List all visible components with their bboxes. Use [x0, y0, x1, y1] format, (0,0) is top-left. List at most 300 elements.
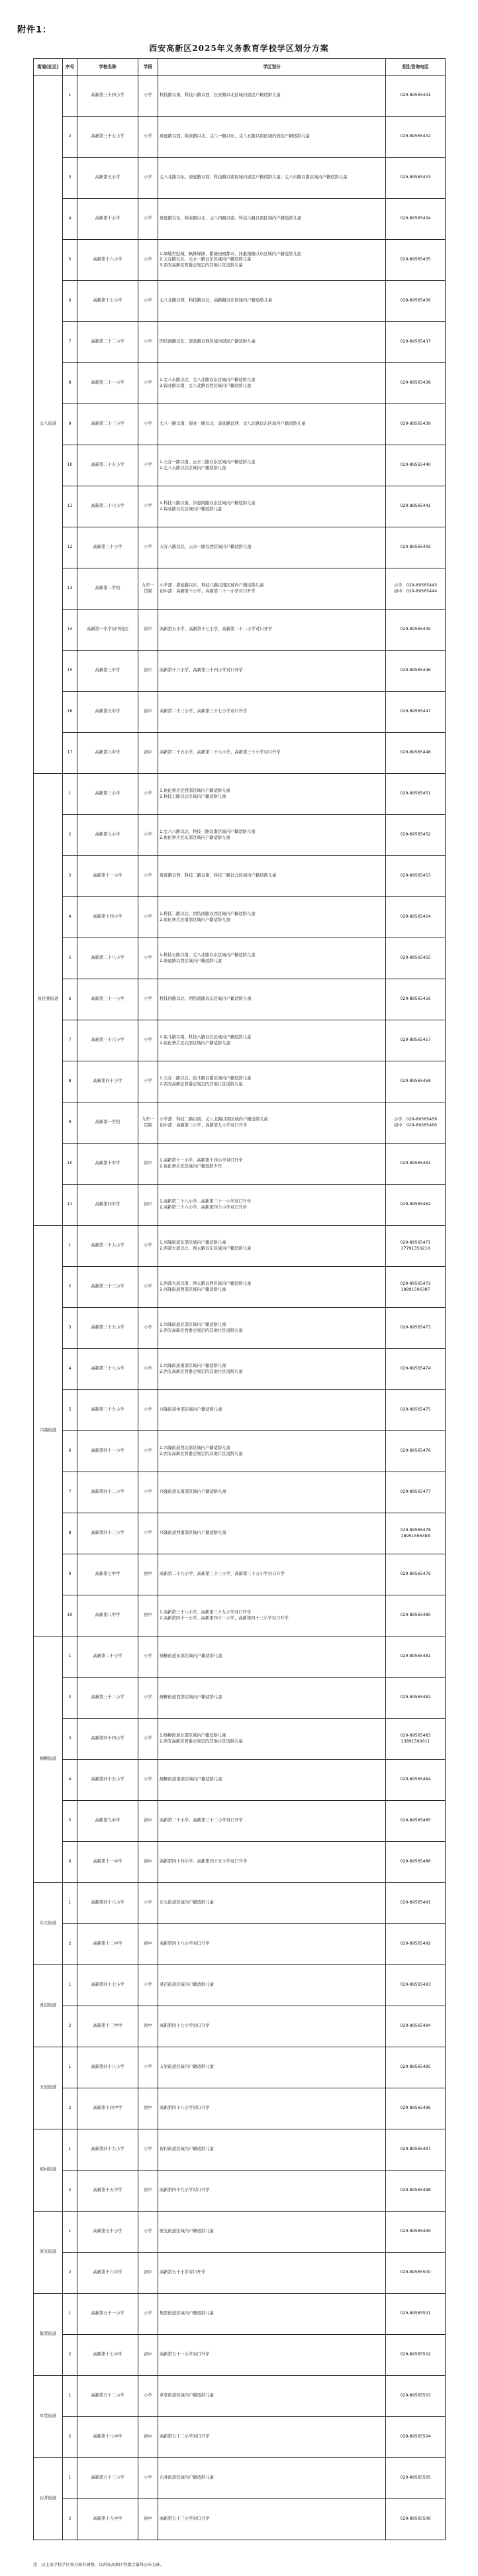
table-row	[34, 2376, 446, 2417]
number-cell: 12	[63, 527, 77, 568]
table-row	[34, 486, 446, 527]
school-name-cell: 高新第九小学	[77, 815, 138, 856]
table-header-row	[34, 59, 446, 76]
school-name-cell: 高新第四十七小学	[77, 1965, 138, 2006]
number-cell: 9	[63, 1554, 77, 1595]
number-cell: 7	[63, 1020, 77, 1061]
area-cell: 高新第五十二小学对口升学	[158, 2417, 386, 2458]
stage-cell: 小学	[138, 1719, 158, 1760]
phone-cell: 029-89565482	[386, 1678, 446, 1719]
number-cell: 9	[63, 1102, 77, 1144]
stage-cell: 小学	[138, 1308, 158, 1349]
phone-cell: 029-89565497	[386, 2129, 446, 2171]
school-name-cell: 高新第十四中学	[77, 2088, 138, 2129]
area-cell: 1.高新第二十八小学、高新第三十一小学对口升学 2.高新第三十六小学、高新第四十小学对口升学	[158, 1185, 386, 1226]
table-row	[34, 158, 446, 199]
phone-cell: 029-89565431	[386, 76, 446, 117]
area-cell: 1.科技八路以南、沣惠南路以东区域内户籍适龄儿童 2.锦业路以北区域内户籍适龄儿童	[158, 486, 386, 527]
street-cell: 草堂街道	[34, 2376, 63, 2458]
table-row	[34, 1390, 446, 1431]
area-cell: 高新第二十三小学、高新第三十七小学对口升学	[158, 692, 386, 733]
number-cell: 8	[63, 1061, 77, 1102]
table-row	[34, 2499, 446, 2540]
stage-cell: 小学	[138, 2458, 158, 2499]
stage-cell: 小学	[138, 240, 158, 281]
table-row	[34, 322, 446, 363]
phone-cell: 029-89565500	[386, 2253, 446, 2294]
school-name-cell: 高新第十四小学	[77, 897, 138, 938]
table-row	[34, 1431, 446, 1472]
school-name-cell: 高新第二十二小学	[77, 322, 138, 363]
area-cell: 高新第五十小学对口升学	[158, 2253, 386, 2294]
header-number: 序号	[63, 59, 77, 76]
street-cell: 东大街道	[34, 1883, 63, 1965]
header-phone: 招生咨询电话	[386, 59, 446, 76]
area-cell: 天谷八路以北、云水一路以西区域内户籍适龄儿童	[158, 527, 386, 568]
school-name-cell: 高新第三十七小学	[77, 117, 138, 158]
school-name-cell: 高新第四十小学	[77, 1061, 138, 1102]
area-cell: 祝村街道区域内户籍适龄儿童	[158, 2129, 386, 2171]
stage-cell: 小学	[138, 897, 158, 938]
street-cell: 庞光街道	[34, 2212, 63, 2294]
street-cell: 细柳街道	[34, 1637, 63, 1883]
table-row	[34, 2006, 446, 2047]
area-cell: 细柳街道东部区域内户籍适龄儿童	[158, 1637, 386, 1678]
table-row	[34, 117, 446, 158]
stage-cell: 小学	[138, 1965, 158, 2006]
phone-cell: 029-89565453	[386, 856, 446, 897]
area-cell: 高新第四十九小学对口升学	[158, 2171, 386, 2212]
table-row	[34, 1842, 446, 1883]
number-cell: 1	[63, 76, 77, 117]
school-name-cell: 高新第十一中学	[77, 1842, 138, 1883]
phone-cell: 029-89565437	[386, 322, 446, 363]
phone-cell: 029-89565505	[386, 2458, 446, 2499]
area-cell: 庞光街道区域内户籍适龄儿童	[158, 2212, 386, 2253]
area-cell: 唐延路以西、锦业路以北、丈八一路以东、丈八五路以南区域内居民户籍适龄儿童	[158, 117, 386, 158]
number-cell: 4	[63, 1349, 77, 1390]
table-row	[34, 2171, 446, 2212]
school-name-cell: 高新第二十小学	[77, 1637, 138, 1678]
school-name-cell: 高新第四十一小学	[77, 1431, 138, 1472]
phone-cell: 029-89565448	[386, 733, 446, 774]
school-name-cell: 高新第二十三小学	[77, 404, 138, 445]
attachment-label: 附件1：	[17, 25, 52, 35]
table-row	[34, 1719, 446, 1760]
stage-cell: 小学	[138, 938, 158, 979]
stage-cell: 小学	[138, 76, 158, 117]
stage-cell: 初中	[138, 2499, 158, 2540]
phone-cell: 029-89565457	[386, 1020, 446, 1061]
area-cell: 兴隆街道东南部区域内户籍适龄儿童	[158, 1472, 386, 1513]
school-name-cell: 高新第一学校	[77, 1102, 138, 1144]
stage-cell: 初中	[138, 1801, 158, 1842]
stage-cell: 小学	[138, 1513, 158, 1554]
stage-cell: 初中	[138, 1842, 158, 1883]
stage-cell: 初中	[138, 651, 158, 692]
area-cell: 高新第五十一小学对口升学	[158, 2335, 386, 2376]
number-cell: 1	[63, 2294, 77, 2335]
phone-cell: 029-89565455	[386, 938, 446, 979]
school-name-cell: 高新第四中学	[77, 1185, 138, 1226]
phone-cell: 029-89565432	[386, 117, 446, 158]
table-row	[34, 1061, 446, 1102]
school-name-cell: 高新第五十三小学	[77, 2458, 138, 2499]
stage-cell: 初中	[138, 1185, 158, 1226]
school-name-cell: 高新第三小学	[77, 774, 138, 815]
table-row	[34, 1637, 446, 1678]
number-cell: 3	[63, 856, 77, 897]
area-cell: 高新第四十四小学、高新第四十五小学对口升学	[158, 1842, 386, 1883]
table-row	[34, 979, 446, 1020]
table-row	[34, 281, 446, 322]
area-cell: 1.细柳街道北部区域内户籍适龄儿童 2.西安高新区管委会划定的其他片区适龄儿童	[158, 1719, 386, 1760]
table-row	[34, 733, 446, 774]
number-cell: 1	[63, 2376, 77, 2417]
stage-cell: 小学	[138, 1431, 158, 1472]
phone-cell: 029-89565454	[386, 897, 446, 938]
stage-cell: 小学	[138, 2212, 158, 2253]
school-name-cell: 高新第二十一小学	[77, 363, 138, 404]
stage-cell: 初中	[138, 2006, 158, 2047]
school-name-cell: 高新第三十一小学	[77, 979, 138, 1020]
area-cell: 1.西部大道以南、西太路以西区域内户籍适龄儿童 2.兴隆街道西部区域内户籍适龄儿童	[158, 1267, 386, 1308]
school-name-cell: 高新第六中学	[77, 733, 138, 774]
phone-cell: 029-89565494	[386, 2006, 446, 2047]
table-row	[34, 1185, 446, 1226]
number-cell: 5	[63, 1801, 77, 1842]
phone-cell: 029-89565499	[386, 2212, 446, 2253]
table-row	[34, 2417, 446, 2458]
number-cell: 5	[63, 938, 77, 979]
number-cell: 2	[63, 2006, 77, 2047]
school-name-cell: 高新第三十二小学	[77, 1678, 138, 1719]
area-cell: 高新第五小学、高新第十七小学、高新第二十二小学对口升学	[158, 610, 386, 651]
stage-cell: 初中	[138, 2335, 158, 2376]
number-cell: 3	[63, 1308, 77, 1349]
phone-cell: 029-89565478 18991596388	[386, 1513, 446, 1554]
phone-cell: 029-89565452	[386, 815, 446, 856]
number-cell: 8	[63, 363, 77, 404]
school-name-cell: 高新第四十五小学	[77, 1760, 138, 1801]
school-name-cell: 高新第九中学	[77, 1801, 138, 1842]
number-cell: 3	[63, 1719, 77, 1760]
phone-cell: 029-89565434	[386, 199, 446, 240]
header-stage: 学段	[138, 59, 158, 76]
stage-cell: 小学	[138, 856, 158, 897]
area-cell: 1.丈八东路以北、丈八北路以东区域内户籍适龄儿童 2.锦业路以南、丈八北路以西区域内户籍适龄儿童	[158, 363, 386, 404]
number-cell: 1	[63, 2047, 77, 2088]
area-cell: 团结南路以东、唐延路以西区域内居民户籍适龄儿童	[158, 322, 386, 363]
area-cell: 1.鱼斗路以南、科技八路以北区域内户籍适龄儿童 2.鱼化寨片区北部区域内户籍适龄儿童	[158, 1020, 386, 1061]
phone-cell: 029-89565476	[386, 1431, 446, 1472]
phone-cell: 029-89565491	[386, 1883, 446, 1924]
number-cell: 2	[63, 2417, 77, 2458]
school-name-cell: 高新第四十三小学	[77, 1513, 138, 1554]
area-cell: 1.天谷二路以北、鱼斗路以南区域内户籍适龄儿童 2.西安高新区管委会划定的其他片区适龄儿童	[158, 1061, 386, 1102]
table-row	[34, 2335, 446, 2376]
phone-cell: 029-89565451	[386, 774, 446, 815]
stage-cell: 小学	[138, 1061, 158, 1102]
stage-cell: 小学	[138, 815, 158, 856]
table-row	[34, 2458, 446, 2499]
phone-cell: 029-89565504	[386, 2417, 446, 2458]
school-district-table	[33, 58, 446, 2540]
table-row	[34, 2253, 446, 2294]
number-cell: 5	[63, 1390, 77, 1431]
area-cell: 高新第二十小学、高新第三十二小学对口升学	[158, 1801, 386, 1842]
stage-cell: 小学	[138, 774, 158, 815]
street-cell: 五星街道	[34, 2047, 63, 2129]
area-cell: 1.兴隆街道南部区域内户籍适龄儿童 2.西安高新区管委会划定的其他片区适龄儿童	[158, 1349, 386, 1390]
table-row	[34, 2212, 446, 2253]
table-row	[34, 1349, 446, 1390]
school-name-cell: 高新第十八中学	[77, 2417, 138, 2458]
area-cell: 1.兴隆街道东部区域内户籍适龄儿童 2.西部大道以北、西太路以东区域内户籍适龄儿童	[158, 1226, 386, 1267]
school-name-cell: 高新第十六中学	[77, 2253, 138, 2294]
school-name-cell: 高新第二十八小学	[77, 938, 138, 979]
school-name-cell: 高新第十五中学	[77, 2171, 138, 2212]
stage-cell: 九年一贯制	[138, 568, 158, 610]
school-name-cell: 高新第三十小学	[77, 527, 138, 568]
area-cell: 五星街道区域内户籍适龄儿童	[158, 2047, 386, 2088]
school-name-cell: 高新第十三中学	[77, 2006, 138, 2047]
area-cell: 兴隆街道中部区域内户籍适龄儿童	[158, 1390, 386, 1431]
phone-cell: 029-89565498	[386, 2171, 446, 2212]
number-cell: 2	[63, 1678, 77, 1719]
header-school: 学校名称	[77, 59, 138, 76]
phone-cell: 029-89565446	[386, 651, 446, 692]
stage-cell: 小学	[138, 404, 158, 445]
number-cell: 1	[63, 2212, 77, 2253]
street-cell: 灵沼街道	[34, 1965, 63, 2047]
area-cell: 细柳街道南部区域内户籍适龄儿童	[158, 1760, 386, 1801]
number-cell: 2	[63, 815, 77, 856]
number-cell: 9	[63, 404, 77, 445]
table-row	[34, 1801, 446, 1842]
stage-cell: 小学	[138, 2376, 158, 2417]
table-row	[34, 2088, 446, 2129]
school-name-cell: 高新第四十二小学	[77, 1472, 138, 1513]
table-row	[34, 568, 446, 610]
number-cell: 10	[63, 1144, 77, 1185]
number-cell: 10	[63, 445, 77, 486]
table-row	[34, 774, 446, 815]
school-name-cell: 高新第二学校	[77, 568, 138, 610]
phone-cell: 029-89565477	[386, 1472, 446, 1513]
table-row	[34, 2047, 446, 2088]
area-cell: 1.绿地世纪城、枫林绿洲、紫薇田园都市、沣惠南路以东区域内户籍适龄儿童 2.天谷路以北、云水一路以东区域内户籍适龄儿童 3.西安高新区管委会划定的其他片区适龄儿童	[158, 240, 386, 281]
street-cell: 鱼化寨街道	[34, 774, 63, 1226]
stage-cell: 初中	[138, 1554, 158, 1595]
phone-cell: 029-89565445	[386, 610, 446, 651]
phone-cell: 029-89565501	[386, 2294, 446, 2335]
table-row	[34, 692, 446, 733]
area-cell: 1.丈八六路以北、科技三路以南区域内户籍适龄儿童 2.鱼化寨片区东部区域内户籍适龄儿童	[158, 815, 386, 856]
school-name-cell: 高新第三十五小学	[77, 1308, 138, 1349]
phone-cell: 029-89565502	[386, 2335, 446, 2376]
area-cell: 高新第十六小学、高新第三十四小学对口升学	[158, 651, 386, 692]
area-cell: 集贤街道区域内户籍适龄儿童	[158, 2294, 386, 2335]
document-title: 西安高新区2025年义务教育学校学区划分方案	[149, 44, 329, 53]
street-cell: 兴隆街道	[34, 1226, 63, 1637]
stage-cell: 小学	[138, 281, 158, 322]
phone-cell: 小学：029-89565443 初中：029-89565444	[386, 568, 446, 610]
area-cell: 高新第二十五小学、高新第二十六小学、高新第三十小学对口升学	[158, 733, 386, 774]
street-cell: 丈八街道	[34, 76, 63, 774]
number-cell: 8	[63, 1513, 77, 1554]
stage-cell: 小学	[138, 445, 158, 486]
number-cell: 1	[63, 1883, 77, 1924]
phone-cell: 029-89565439	[386, 404, 446, 445]
school-name-cell: 高新第三十九小学	[77, 1390, 138, 1431]
table-row	[34, 1020, 446, 1061]
school-name-cell: 高新第十七中学	[77, 2335, 138, 2376]
phone-cell: 029-89565485	[386, 1801, 446, 1842]
number-cell: 2	[63, 2499, 77, 2540]
table-row	[34, 1102, 446, 1144]
stage-cell: 初中	[138, 1144, 158, 1185]
number-cell: 14	[63, 610, 77, 651]
stage-cell: 初中	[138, 692, 158, 733]
table-row	[34, 363, 446, 404]
phone-cell: 029-89565438	[386, 363, 446, 404]
area-cell: 1.鱼化寨片区西部区域内户籍适龄儿童 2.科技七路以北区域内户籍适龄儿童	[158, 774, 386, 815]
phone-cell: 029-89565483 13891590011	[386, 1719, 446, 1760]
stage-cell: 小学	[138, 1020, 158, 1061]
stage-cell: 小学	[138, 1760, 158, 1801]
number-cell: 10	[63, 1595, 77, 1637]
area-cell: 1.兴隆街道西北部区域内户籍适龄儿童 2.西安高新区管委会划定的其他片区适龄儿童	[158, 1431, 386, 1472]
number-cell: 6	[63, 979, 77, 1020]
school-name-cell: 高新第三十八小学	[77, 1349, 138, 1390]
phone-cell: 029-89565472 18991596387	[386, 1267, 446, 1308]
school-name-cell: 高新第十七小学	[77, 281, 138, 322]
stage-cell: 小学	[138, 1349, 158, 1390]
table-row	[34, 445, 446, 486]
phone-cell: 029-89565440	[386, 445, 446, 486]
table-row	[34, 651, 446, 692]
table-row	[34, 240, 446, 281]
phone-cell: 029-89565503	[386, 2376, 446, 2417]
area-cell: 高新第四十七小学对口升学	[158, 2006, 386, 2047]
area-cell: 高新第五十三小学对口升学	[158, 2499, 386, 2540]
phone-cell: 029-89565441	[386, 486, 446, 527]
school-name-cell: 高新第一中学初中校区	[77, 610, 138, 651]
table-row	[34, 1554, 446, 1595]
stage-cell: 初中	[138, 2417, 158, 2458]
stage-cell: 小学	[138, 1678, 158, 1719]
table-row	[34, 897, 446, 938]
table-row	[34, 199, 446, 240]
table-row	[34, 1513, 446, 1554]
number-cell: 7	[63, 1472, 77, 1513]
stage-cell: 初中	[138, 2253, 158, 2294]
number-cell: 1	[63, 774, 77, 815]
table-row	[34, 2129, 446, 2171]
school-name-cell: 高新第三十四小学	[77, 76, 138, 117]
number-cell: 11	[63, 486, 77, 527]
number-cell: 11	[63, 1185, 77, 1226]
phone-cell: 029-89565479	[386, 1554, 446, 1595]
number-cell: 17	[63, 733, 77, 774]
phone-cell: 029-89565506	[386, 2499, 446, 2540]
number-cell: 2	[63, 2171, 77, 2212]
school-name-cell: 高新第二十六小学	[77, 486, 138, 527]
school-name-cell: 高新第四十九小学	[77, 2129, 138, 2171]
phone-cell: 029-89565484	[386, 1760, 446, 1801]
number-cell: 3	[63, 158, 77, 199]
school-name-cell: 高新第三十三小学	[77, 1267, 138, 1308]
phone-cell: 029-89565471 17791350210	[386, 1226, 446, 1267]
table-row	[34, 1472, 446, 1513]
table-row	[34, 1760, 446, 1801]
phone-cell: 029-89565493	[386, 1965, 446, 2006]
phone-cell: 029-89565462	[386, 1185, 446, 1226]
school-name-cell: 高新第五中学	[77, 692, 138, 733]
phone-cell: 029-89565486	[386, 1842, 446, 1883]
phone-cell: 029-89565475	[386, 1390, 446, 1431]
table-row	[34, 1924, 446, 1965]
number-cell: 2	[63, 117, 77, 158]
table-row	[34, 1308, 446, 1349]
number-cell: 1	[63, 2458, 77, 2499]
number-cell: 4	[63, 897, 77, 938]
school-name-cell: 高新第三中学	[77, 651, 138, 692]
stage-cell: 初中	[138, 1924, 158, 1965]
number-cell: 16	[63, 692, 77, 733]
table-row	[34, 1678, 446, 1719]
table-row	[34, 610, 446, 651]
table-row	[34, 1883, 446, 1924]
stage-cell: 小学	[138, 117, 158, 158]
phone-cell: 029-89565496	[386, 2088, 446, 2129]
stage-cell: 小学	[138, 158, 158, 199]
stage-cell: 初中	[138, 2171, 158, 2212]
area-cell: 1.科技五路以南、丈八北路以东区域内户籍适龄儿童 2.唐延路以西区域内户籍适龄儿童	[158, 938, 386, 979]
school-name-cell: 高新第十六小学	[77, 240, 138, 281]
area-cell: 1.兴隆街道北部区域内户籍适龄儿童 2.西安高新区管委会划定的其他片区适龄儿童	[158, 1308, 386, 1349]
stage-cell: 小学	[138, 527, 158, 568]
stage-cell: 小学	[138, 2294, 158, 2335]
stage-cell: 初中	[138, 1595, 158, 1637]
number-cell: 5	[63, 240, 77, 281]
stage-cell: 小学	[138, 1883, 158, 1924]
number-cell: 2	[63, 2253, 77, 2294]
school-name-cell: 高新第七中学	[77, 1554, 138, 1595]
stage-cell: 小学	[138, 2129, 158, 2171]
school-name-cell: 高新第五小学	[77, 158, 138, 199]
stage-cell: 小学	[138, 979, 158, 1020]
number-cell: 2	[63, 1924, 77, 1965]
number-cell: 13	[63, 568, 77, 610]
phone-cell: 029-89565481	[386, 1637, 446, 1678]
school-name-cell: 高新第十一小学	[77, 856, 138, 897]
stage-cell: 小学	[138, 1637, 158, 1678]
stage-cell: 小学	[138, 1226, 158, 1267]
phone-cell: 029-89565473	[386, 1308, 446, 1349]
stage-cell: 小学	[138, 486, 158, 527]
number-cell: 2	[63, 2335, 77, 2376]
number-cell: 6	[63, 1842, 77, 1883]
number-cell: 2	[63, 2088, 77, 2129]
area-cell: 丈八北路以东、唐延路以西、科技路以南区域内居民户籍适龄儿童；丈八东路以南区域内户籍适龄儿童	[158, 158, 386, 199]
number-cell: 4	[63, 1760, 77, 1801]
footnote: 注：以上各学校学区划分如有调整，以西安高新区管委会最终公布为准。	[33, 2563, 164, 2567]
school-name-cell: 高新第四十六小学	[77, 1883, 138, 1924]
area-cell: 丈八一路以南、锦业一路以北、唐延路以西、丈八北路以东区域内户籍适龄儿童	[158, 404, 386, 445]
school-name-cell: 高新第五十一小学	[77, 2294, 138, 2335]
